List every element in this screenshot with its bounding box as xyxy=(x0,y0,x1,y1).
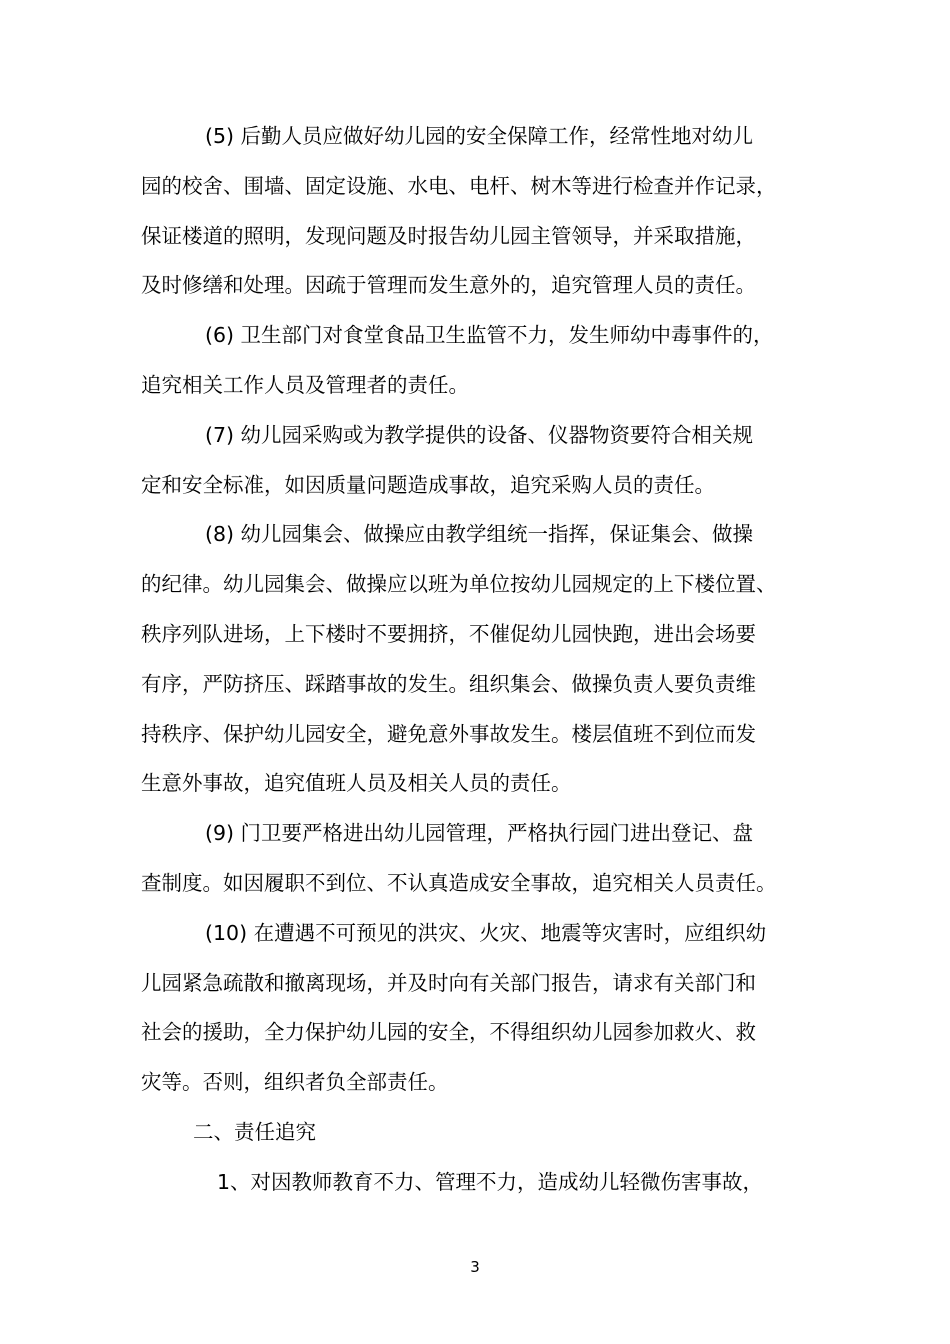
paragraph-line: (7) 幼儿园采购或为教学提供的设备、仪器物资要符合相关规 xyxy=(205,422,754,447)
paragraph-line: (5) 后勤人员应做好幼儿园的安全保障工作，经常性地对幼儿 xyxy=(205,124,754,148)
paragraph-line: 有序，严防挤压、踩踏事故的发生。组织集会、做操负责人要负责维 xyxy=(141,671,756,696)
paragraph-line: 1、对因教师教育不力、管理不力，造成幼儿轻微伤害事故， xyxy=(217,1169,764,1194)
section-heading: 二、责任追究 xyxy=(193,1119,316,1144)
paragraph-line: 儿园紧急疏散和撤离现场，并及时向有关部门报告，请求有关部门和 xyxy=(141,970,756,995)
paragraph-line: (9) 门卫要严格进出幼儿园管理，严格执行园门进出登记、盘 xyxy=(205,821,754,846)
paragraph-line: (10) 在遭遇不可预见的洪灾、火灾、地震等灾害时，应组织幼 xyxy=(205,920,767,945)
paragraph-9 xyxy=(141,809,821,909)
paragraph-line: 社会的援助，全力保护幼儿园的安全，不得组织幼儿园参加救火、救 xyxy=(141,1020,756,1045)
paragraph-8 xyxy=(141,510,821,809)
paragraph-10 xyxy=(141,909,821,1108)
paragraph-6 xyxy=(141,311,821,411)
paragraph-7 xyxy=(141,411,821,511)
paragraph-line: (6) 卫生部门对食堂食品卫生监管不力，发生师幼中毒事件的， xyxy=(205,323,774,348)
paragraph-line: 秩序列队进场，上下楼时不要拥挤，不催促幼儿园快跑，进出会场要 xyxy=(141,621,756,646)
paragraph-line: 园的校舍、围墙、固定设施、水电、电杆、树木等进行检查并作记录， xyxy=(141,173,777,198)
paragraph-line: (8) 幼儿园集会、做操应由教学组统一指挥，保证集会、做操 xyxy=(205,522,754,547)
paragraph-line: 追究相关工作人员及管理者的责任。 xyxy=(141,372,469,397)
item-1-paragraph xyxy=(141,1158,821,1208)
paragraph-line: 查制度。如因履职不到位、不认真造成安全事故，追究相关人员责任。 xyxy=(141,870,777,895)
paragraph-5 xyxy=(141,112,821,311)
paragraph-line: 生意外事故，追究值班人员及相关人员的责任。 xyxy=(141,771,572,796)
paragraph-line: 持秩序、保护幼儿园安全，避免意外事故发生。楼层值班不到位而发 xyxy=(141,721,756,746)
paragraph-line: 定和安全标准，如因质量问题造成事故，追究采购人员的责任。 xyxy=(141,472,715,497)
paragraph-line: 及时修缮和处理。因疏于管理而发生意外的，追究管理人员的责任。 xyxy=(141,273,756,298)
paragraph-line: 保证楼道的照明，发现问题及时报告幼儿园主管领导，并采取措施， xyxy=(141,223,756,248)
paragraph-line: 灾等。否则，组织者负全部责任。 xyxy=(141,1070,449,1095)
page-number: 3 xyxy=(470,1258,480,1276)
document-body xyxy=(141,112,821,1208)
paragraph-line: 的纪律。幼儿园集会、做操应以班为单位按幼儿园规定的上下楼位置、 xyxy=(141,572,777,597)
